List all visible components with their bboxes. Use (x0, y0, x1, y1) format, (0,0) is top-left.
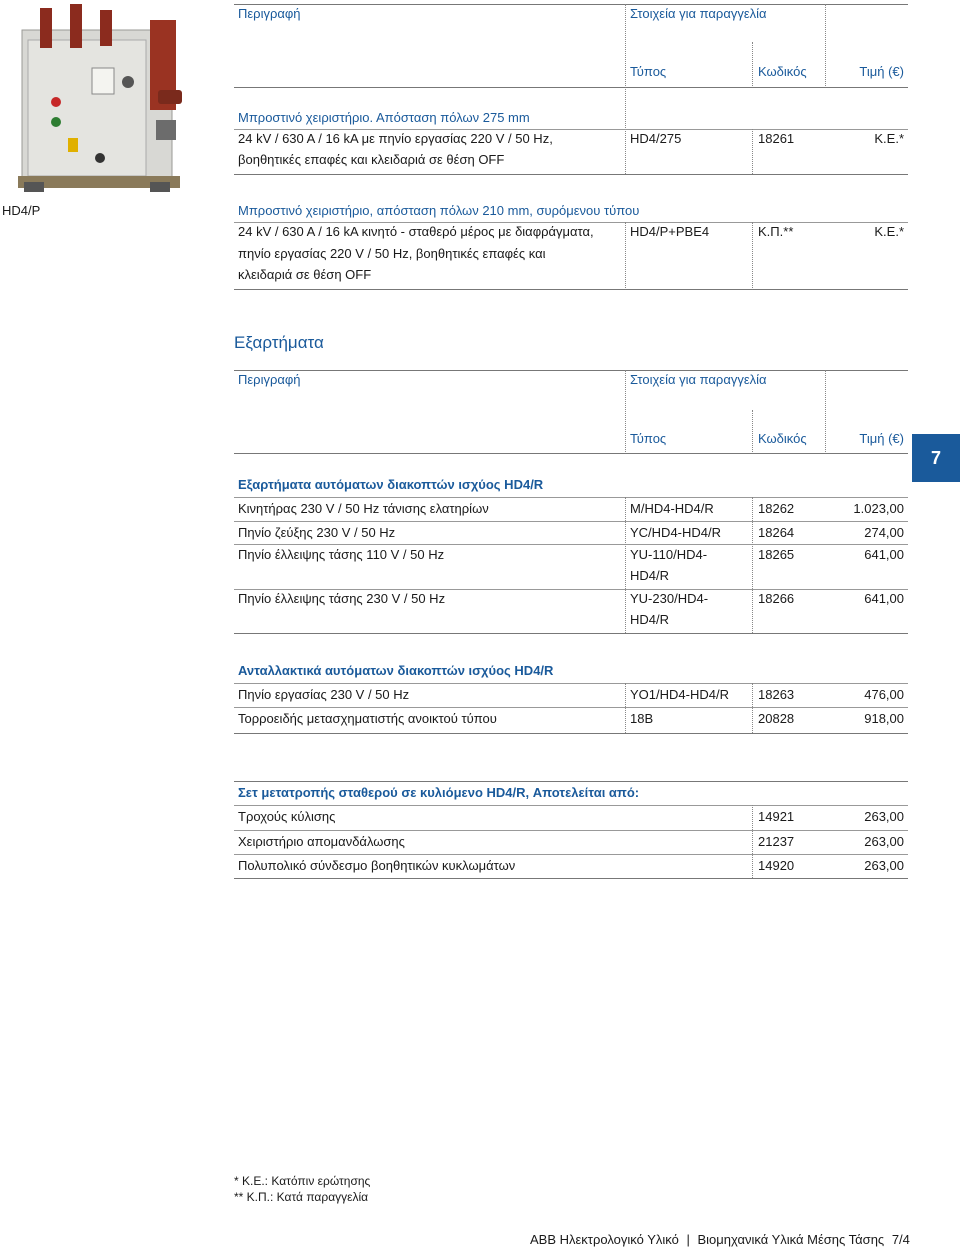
row-type-cont: HD4/R (630, 612, 670, 627)
row-price: 641,00 (864, 591, 904, 606)
acc-header-description: Περιγραφή (238, 372, 301, 387)
group1-title: Εξαρτήματα αυτόματων διακοπτών ισχύος HD4/R (238, 477, 544, 492)
block2-line2: πηνίο εργασίας 220 V / 50 Hz, βοηθητικές επαφές και (238, 246, 546, 261)
block1-title: Μπροστινό χειριστήριο. Απόσταση πόλων 275 mm (238, 110, 530, 125)
block2-code: Κ.Π.** (758, 224, 794, 239)
section-tab: 7 (912, 434, 960, 482)
acc-header-price: Τιμή (€) (859, 431, 904, 446)
row-price: 263,00 (864, 858, 904, 873)
row-price: 918,00 (864, 711, 904, 726)
row-description: Πηνίο ζεύξης 230 V / 50 Hz (238, 525, 396, 540)
side-label: HD4/P (2, 203, 41, 218)
row-code: 20828 (758, 711, 795, 726)
row-code: 14921 (758, 809, 795, 824)
row-type: YO1/HD4-HD4/R (630, 687, 729, 702)
row-description: Πηνίο εργασίας 230 V / 50 Hz (238, 687, 410, 702)
row-description: Τορροειδής μετασχηματιστής ανοικτού τύπου (238, 711, 497, 726)
footnote-1: * Κ.Ε.: Κατόπιν ερώτησης (234, 1174, 371, 1188)
block2-line1: 24 kV / 630 A / 16 kA κινητό - σταθερό μέρος με διαφράγματα, (238, 224, 594, 239)
block2-line3: κλειδαριά σε θέση OFF (238, 267, 372, 282)
circuit-breaker-image (0, 0, 210, 196)
footer-page: 7/4 (891, 1232, 910, 1247)
row-description: Πολυπολικό σύνδεσμο βοηθητικών κυκλωμάτων (238, 858, 516, 873)
block2-price: Κ.Ε.* (874, 224, 904, 239)
acc-header-code: Κωδικός (758, 431, 807, 446)
footer (530, 1230, 910, 1250)
row-type: YC/HD4-HD4/R (630, 525, 722, 540)
top-header-price: Τιμή (€) (859, 64, 904, 79)
row-code: 18265 (758, 547, 795, 562)
block1-line2: βοηθητικές επαφές και κλειδαριά σε θέση OFF (238, 152, 505, 167)
accessories-heading: Εξαρτήματα (234, 333, 324, 352)
block1-type: HD4/275 (630, 131, 682, 146)
row-code: 21237 (758, 834, 795, 849)
row-code: 18263 (758, 687, 795, 702)
row-type-cont: HD4/R (630, 568, 670, 583)
group3-title: Σετ μετατροπής σταθερού σε κυλιόμενο HD4/R, Αποτελείται από: (238, 785, 640, 800)
row-code: 18266 (758, 591, 795, 606)
row-price: 476,00 (864, 687, 904, 702)
row-code: 18264 (758, 525, 795, 540)
row-type: 18B (630, 711, 654, 726)
block1-code: 18261 (758, 131, 795, 146)
top-header-code: Κωδικός (758, 64, 807, 79)
row-price: 263,00 (864, 809, 904, 824)
acc-header-type: Τύπος (630, 431, 667, 446)
row-code: 18262 (758, 501, 795, 516)
acc-header-order-data: Στοιχεία για παραγγελία (630, 372, 767, 387)
footnote-2: ** Κ.Π.: Κατά παραγγελία (234, 1190, 369, 1204)
row-price: 274,00 (864, 525, 904, 540)
block1-price: Κ.Ε.* (874, 131, 904, 146)
row-description: Κινητήρας 230 V / 50 Hz τάνισης ελατηρίων (238, 501, 489, 516)
block2-title: Μπροστινό χειριστήριο, απόσταση πόλων 210 mm, συρόμενου τύπου (238, 203, 640, 218)
top-header-order-data: Στοιχεία για παραγγελία (630, 6, 767, 21)
group2-title: Ανταλλακτικά αυτόματων διακοπτών ισχύος HD4/R (238, 663, 554, 678)
row-description: Τροχούς κύλισης (238, 809, 336, 824)
row-description: Πηνίο έλλειψης τάσης 110 V / 50 Hz (238, 547, 445, 562)
row-description: Χειριστήριο απομανδάλωσης (238, 834, 405, 849)
footer-separator: | (686, 1232, 690, 1247)
row-price: 641,00 (864, 547, 904, 562)
row-price: 1.023,00 (853, 501, 904, 516)
row-description: Πηνίο έλλειψης τάσης 230 V / 50 Hz (238, 591, 446, 606)
row-price: 263,00 (864, 834, 904, 849)
footer-brand: ABB Ηλεκτρολογικό Υλικό (530, 1232, 679, 1247)
block2-type: HD4/P+PBE4 (630, 224, 710, 239)
row-code: 14920 (758, 858, 795, 873)
top-header-description: Περιγραφή (238, 6, 301, 21)
row-type: YU-230/HD4- (630, 591, 709, 606)
row-type: M/HD4-HD4/R (630, 501, 714, 516)
block1-line1: 24 kV / 630 A / 16 kA με πηνίο εργασίας 220 V / 50 Hz, (238, 131, 553, 146)
row-type: YU-110/HD4- (630, 547, 708, 562)
footer-title: Βιομηχανικά Υλικά Μέσης Τάσης (697, 1232, 885, 1247)
top-header-type: Τύπος (630, 64, 667, 79)
